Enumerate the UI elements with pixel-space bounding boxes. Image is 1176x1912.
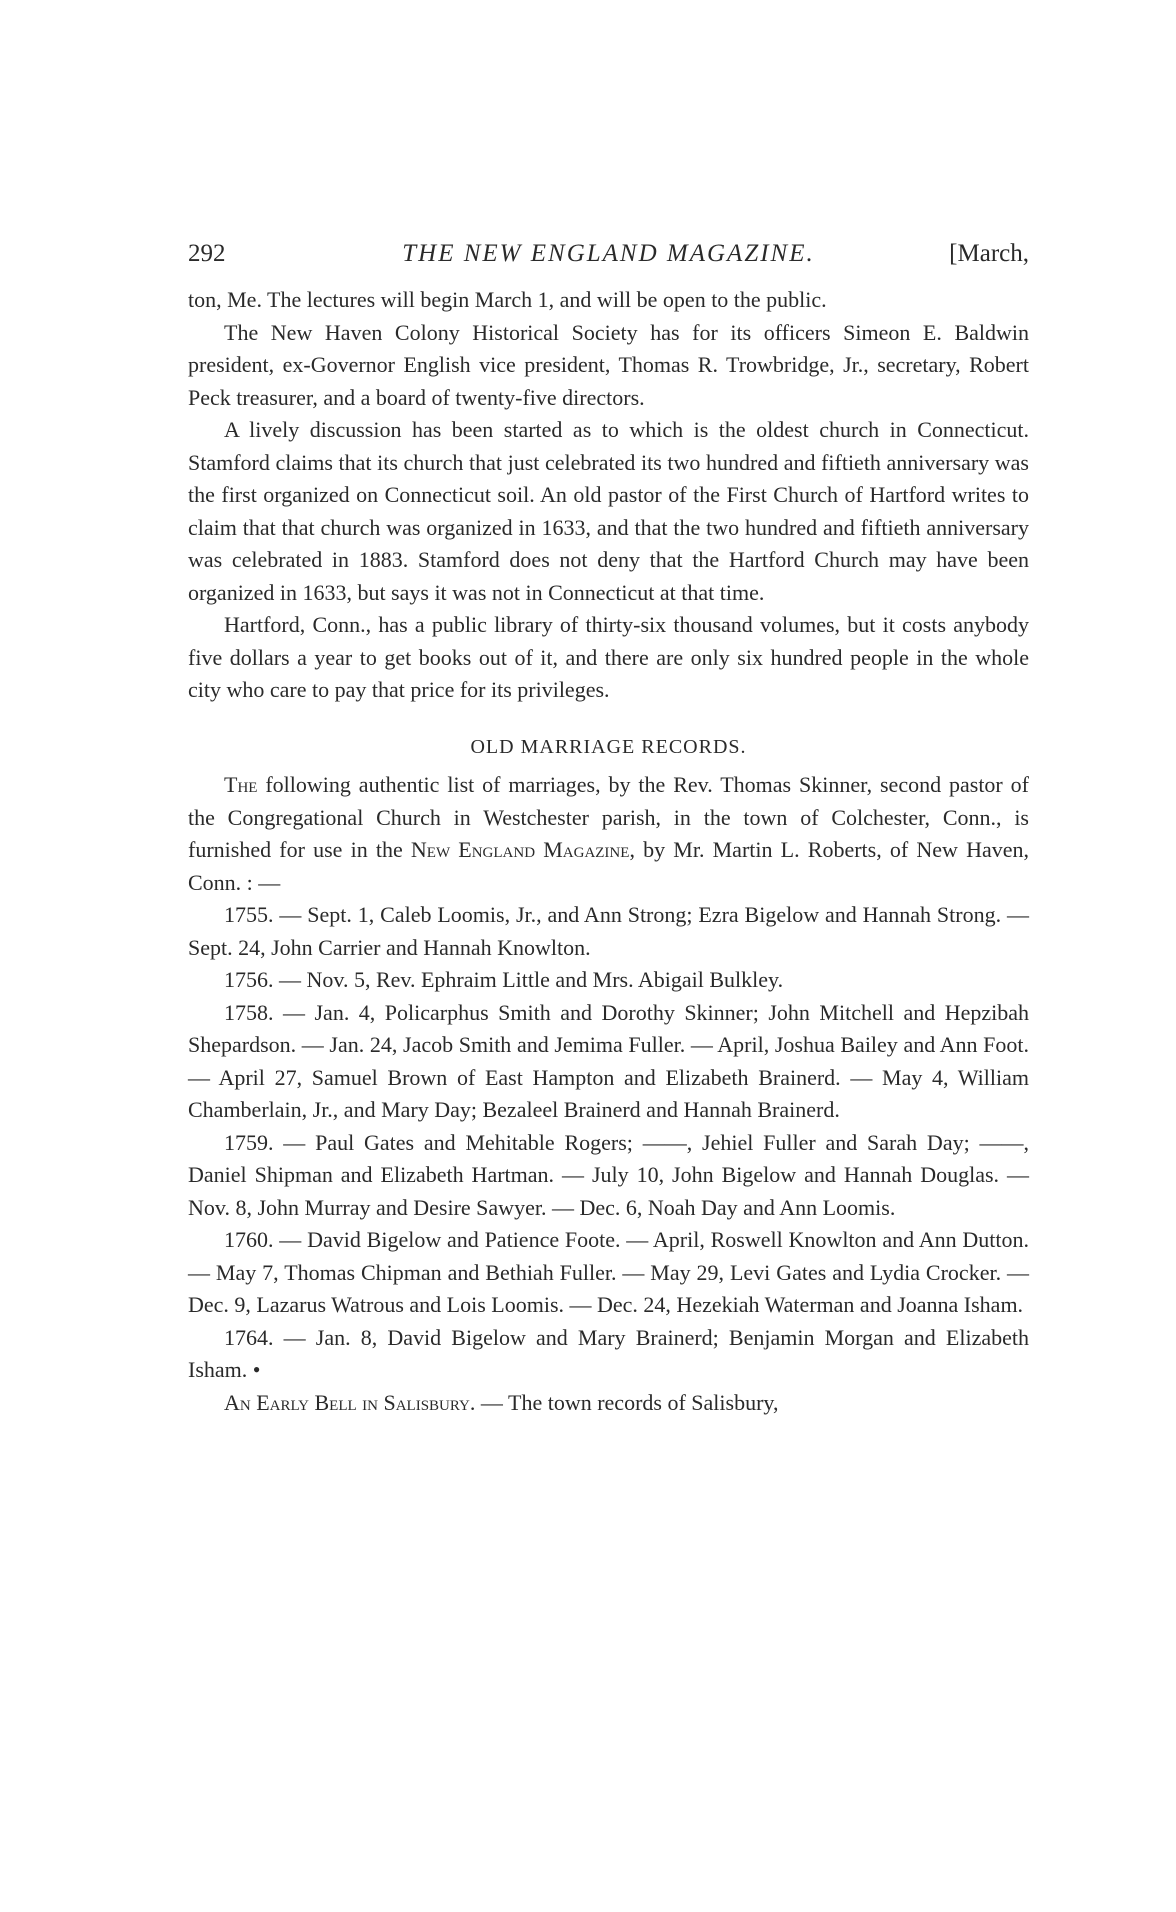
next-item — [188, 1387, 1029, 1420]
marriage-entry-1760: 1760. — David Bigelow and Patience Foote. — April, Roswell Knowlton and Ann Dutton. — May 7, Thomas Chipman and Bethiah Fuller. — May 29, Levi Gates and Lydia Crocker. — Dec. 9, Lazarus Watrous and Lois Loomis. — Dec. 24, Hezekiah Waterman and Joanna Isham. — [188, 1227, 1029, 1317]
paragraph-continuation: ton, Me. The lectures will begin March 1, and will be open to the public. — [188, 287, 827, 312]
section-intro — [188, 769, 1029, 899]
section-title: OLD MARRIAGE RECORDS. — [470, 735, 747, 758]
page-number: 292 — [188, 240, 226, 267]
journal-title: THE NEW ENGLAND MAGAZINE. — [402, 240, 815, 267]
paragraph-oldest-church: A lively discussion has been started as to which is the oldest church in Connecticut. Stamford claims that its church that just celebrated its two hundred and fiftieth anniversary was the first organized on Connecticut soil. An old pastor of the First Church of Hartford writes to claim that that church was organized in 1633, and that the two hundred and fiftieth anniversary was celebrated in 1883. Stamford does not deny that the Hartford Church may have been organized in 1633, but says it was not in Connecticut at that time. — [188, 417, 1029, 605]
marriage-entry-1759: 1759. — Paul Gates and Mehitable Rogers; ——, Jehiel Fuller and Sarah Day; ——, Daniel Shipman and Elizabeth Hartman. — July 10, John Bigelow and Hannah Douglas. — Nov. 8, John Murray and Desire Sawyer. — Dec. 6, Noah Day and Ann Loomis. — [188, 1129, 1029, 1220]
marriage-entry-1755: 1755. — Sept. 1, Caleb Loomis, Jr., and Ann Strong; Ezra Bigelow and Hannah Strong. — Sept. 24, John Carrier and Hannah Knowlton. — [188, 902, 1029, 960]
marriage-entry-1764: 1764. — Jan. 8, David Bigelow and Mary Brainerd; Benjamin Morgan and Elizabeth Isham. • — [188, 1324, 1029, 1382]
marriage-entry-1758: 1758. — Jan. 4, Policarphus Smith and Dorothy Skinner; John Mitchell and Hepzibah Shepardson. — Jan. 24, Jacob Smith and Jemima Fuller. — April, Joshua Bailey and Ann Foot. — April 27, Samuel Brown of East Hampton and Elizabeth Brainerd. — May 4, William Chamberlain, Jr., and Mary Day; Bezaleel Brainerd and Hannah Brainerd. — [188, 999, 1029, 1122]
intro-text-b: , by Mr. Martin L. Roberts, of New Haven, Conn. : — — [188, 837, 1029, 895]
magazine-name: New England Magazine — [410, 837, 630, 862]
next-item-text: — The town records of Salisbury, — [475, 1389, 779, 1415]
document-page — [188, 232, 1029, 1419]
issue-month: [March, — [949, 240, 1029, 267]
running-head — [188, 232, 1029, 276]
paragraph-historical-society: The New Haven Colony Historical Society has for its officers Simeon E. Baldwin president, ex-Governor English vice president, Thomas R. Trowbridge, Jr., secretary, Robert Peck treasurer, and a board of twenty-five directors. — [188, 319, 1029, 410]
intro-text-a: following authentic list of marriages, by the Rev. Thomas Skinner, second pastor of the Congregational Church in Westchester parish, in the town of Colchester, Conn., is furnished for use in the — [188, 772, 1029, 862]
next-item-heading: An Early Bell in Salisbury. — [224, 1389, 476, 1415]
paragraph-hartford-library: Hartford, Conn., has a public library of thirty-six thousand volumes, but it costs anybody five dollars a year to get books out of it, and there are only six hundred people in the whole city who care to pay that price for its privileges. — [188, 612, 1029, 702]
intro-lead-word: The — [224, 772, 258, 797]
body-text — [188, 284, 1029, 1419]
marriage-entry-1756: 1756. — Nov. 5, Rev. Ephraim Little and Mrs. Abigail Bulkley. — [224, 967, 784, 992]
